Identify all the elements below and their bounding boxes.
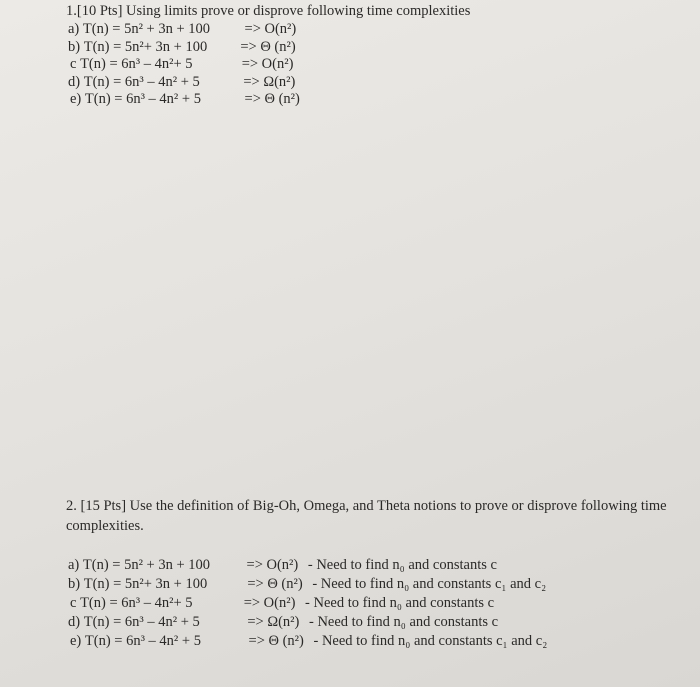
item-note: - Need to find n₀ and constants c — [305, 595, 495, 611]
question-2-item-c — [70, 594, 696, 613]
item-equation: T(n) = 6n³ – 4n² + 5 — [83, 73, 200, 90]
item-note: - Need to find n₀ and constants c₁ and c₂ — [313, 633, 548, 649]
item-equation: T(n) = 6n³ – 4n²+ 5 — [80, 595, 193, 611]
item-label: e) — [70, 633, 82, 649]
question-2-items — [66, 556, 696, 651]
item-label: c — [70, 56, 77, 72]
question-1-item-a — [68, 21, 696, 39]
item-label: a) — [68, 557, 80, 573]
item-equation: T(n) = 5n² + 3n + 100 — [82, 557, 211, 573]
item-result: => Θ (n²) — [247, 576, 303, 592]
question-2 — [66, 496, 696, 651]
question-2-item-e — [70, 632, 696, 651]
question-1-number: 1.[10 Pts] — [66, 3, 123, 19]
item-equation: T(n) = 6n³ – 4n² + 5 — [84, 91, 201, 107]
question-1-item-e — [70, 91, 696, 109]
item-result: => O(n²) — [246, 557, 299, 573]
item-label: b) — [68, 576, 81, 592]
item-equation: T(n) = 5n²+ 3n + 100 — [83, 38, 208, 55]
item-result: => Θ (n²) — [240, 38, 296, 55]
item-label: b) — [68, 38, 81, 55]
question-2-item-d — [68, 613, 696, 632]
question-1-item-c — [70, 56, 696, 74]
question-1-heading — [66, 2, 696, 21]
item-label: d) — [68, 614, 81, 630]
question-1-item-b — [68, 39, 696, 57]
item-result: => Θ (n²) — [248, 633, 304, 649]
question-1-item-d — [68, 74, 696, 92]
item-equation: T(n) = 6n³ – 4n²+ 5 — [80, 56, 193, 72]
item-note: - Need to find n₀ and constants c₁ and c₂ — [312, 576, 547, 592]
item-equation: T(n) = 5n² + 3n + 100 — [82, 21, 211, 37]
item-note: - Need to find n₀ and constants c — [307, 557, 497, 573]
item-result: => Ω(n²) — [243, 73, 296, 90]
question-1 — [66, 2, 696, 109]
item-result: => Θ (n²) — [244, 91, 300, 107]
item-equation: T(n) = 5n²+ 3n + 100 — [83, 576, 208, 592]
question-2-item-a — [68, 556, 696, 575]
question-2-heading — [66, 496, 696, 536]
question-2-item-b — [68, 575, 696, 594]
item-result: => O(n²) — [244, 21, 297, 37]
question-2-text: Use the definition of Big-Oh, Omega, and Theta notions to prove or disprove following time complexities. — [66, 498, 667, 534]
item-label: a) — [68, 21, 80, 37]
item-note: - Need to find n₀ and constants c — [308, 614, 499, 630]
item-label: d) — [68, 73, 81, 90]
item-result: => O(n²) — [243, 595, 296, 611]
item-result: => Ω(n²) — [247, 614, 300, 630]
item-equation: T(n) = 6n³ – 4n² + 5 — [83, 614, 200, 630]
question-1-items — [66, 21, 696, 109]
item-label: e) — [70, 91, 82, 107]
item-label: c — [70, 595, 77, 611]
item-result: => O(n²) — [241, 56, 294, 72]
question-2-number: 2. [15 Pts] — [66, 498, 127, 514]
item-equation: T(n) = 6n³ – 4n² + 5 — [84, 633, 201, 649]
question-1-text: Using limits prove or disprove following time complexities — [126, 3, 471, 19]
